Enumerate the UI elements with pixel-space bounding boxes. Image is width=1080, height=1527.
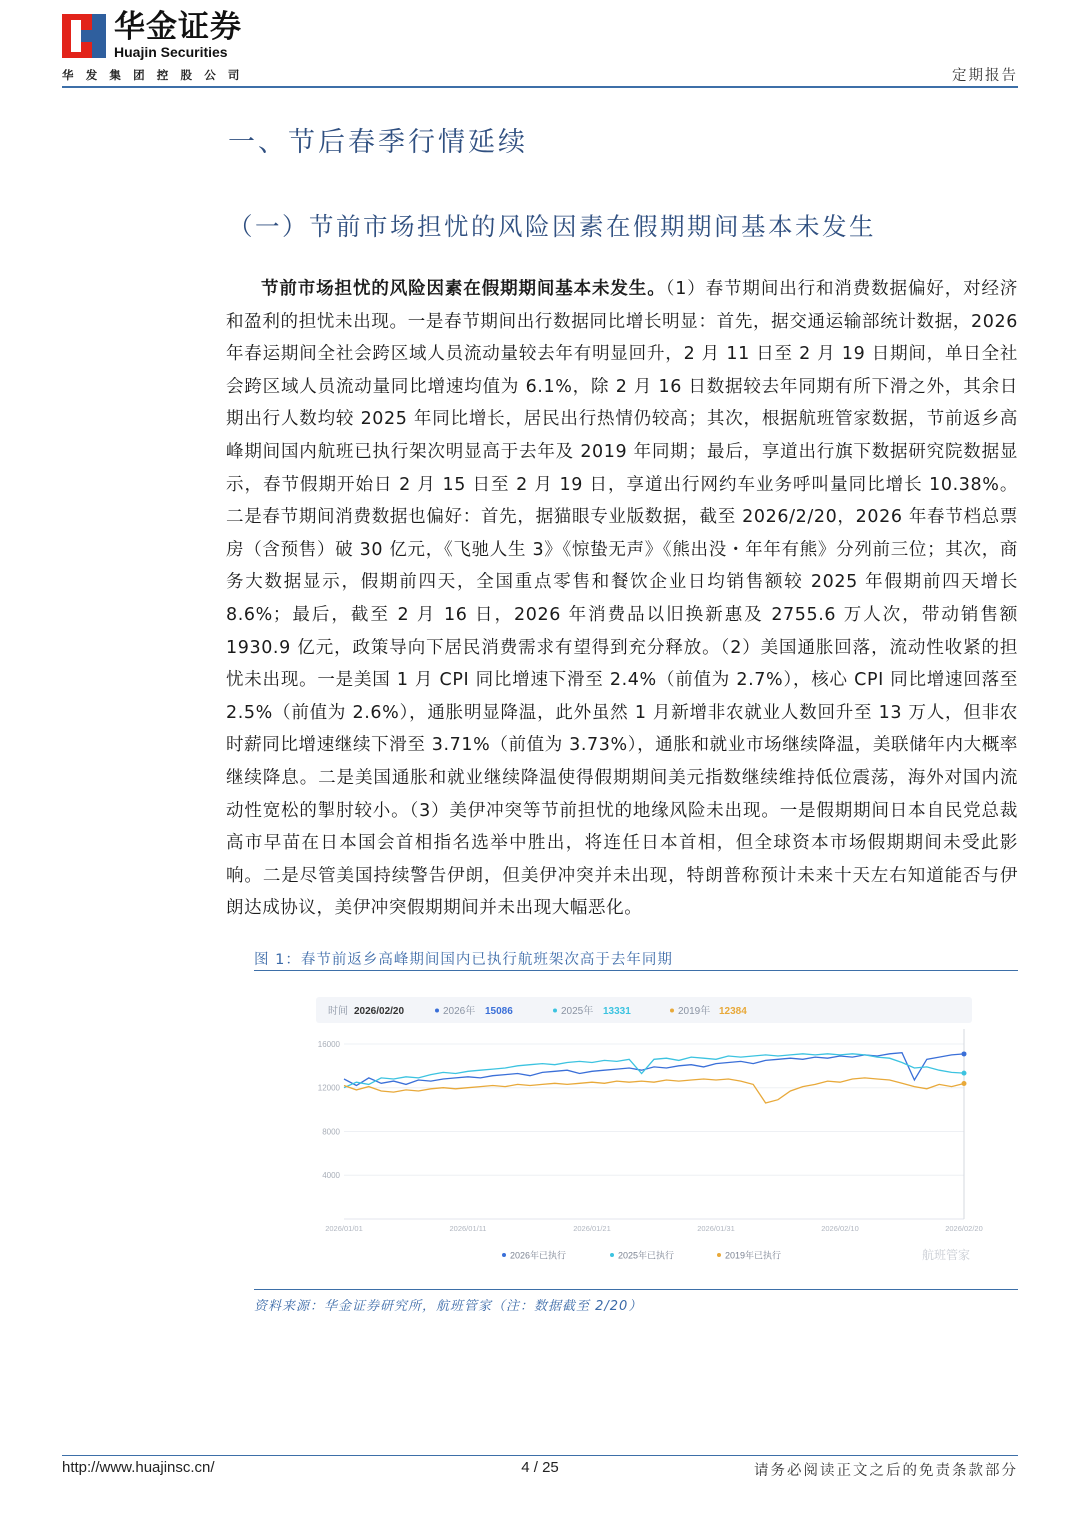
legend-dot-icon (502, 1253, 506, 1257)
tooltip-2026-value: 15086 (485, 1006, 513, 1017)
chart-x-axis (325, 1224, 983, 1233)
tooltip-2019-label: 2019年 (678, 1006, 711, 1017)
section-heading: 一、节后春季行情延续 (228, 127, 528, 158)
tooltip-2019-value: 12384 (719, 1006, 747, 1017)
figure-top-divider (254, 970, 1018, 971)
chart-tooltip-bar (316, 997, 972, 1023)
x-tick-label: 2026/01/21 (573, 1224, 611, 1233)
page-number: 4 / 25 (521, 1459, 559, 1476)
subsection-heading: （一）节前市场担忧的风险因素在假期期间基本未发生 (228, 212, 876, 241)
footer-divider (62, 1455, 1018, 1456)
chart-series-lines (344, 1051, 967, 1103)
series-line-0 (344, 1053, 964, 1086)
legend-dot-icon (717, 1253, 721, 1257)
header-divider (62, 86, 1018, 88)
chart-watermark: 航班管家 (922, 1248, 971, 1262)
x-tick-label: 2026/02/20 (945, 1224, 983, 1233)
figure-source-note: 资料来源：华金证券研究所，航班管家（注：数据截至 2/20） (254, 1299, 643, 1314)
tooltip-2025-value: 13331 (603, 1006, 631, 1017)
body-paragraph (226, 273, 1018, 925)
report-type-label: 定期报告 (952, 68, 1018, 84)
company-logo-icon (62, 14, 106, 58)
x-tick-label: 2026/01/31 (697, 1224, 735, 1233)
chart-legend (502, 1250, 781, 1261)
tooltip-2026-dot-icon (435, 1009, 439, 1013)
x-tick-label: 2026/02/10 (821, 1224, 859, 1233)
tooltip-time-label: 时间 (328, 1006, 348, 1017)
paragraph-lead-sentence: 节前市场担忧的风险因素在假期期间基本未发生。 (261, 279, 666, 299)
disclaimer-note: 请务必阅读正文之后的免责条款部分 (754, 1463, 1018, 1479)
group-affiliation: 华发集团控股公司 (62, 68, 252, 82)
y-tick-label: 8000 (322, 1127, 340, 1137)
footer-website-link[interactable]: http://www.huajinsc.cn/ (62, 1459, 215, 1476)
logo-chinese-name: 华金证券 (114, 9, 242, 45)
y-tick-label: 16000 (317, 1039, 340, 1049)
series-line-2 (344, 1078, 964, 1103)
logo-english-name: Huajin Securities (114, 44, 228, 60)
tooltip-2026-label: 2026年 (443, 1006, 476, 1017)
tooltip-time-value: 2026/02/20 (354, 1006, 405, 1017)
flight-volume-line-chart (292, 983, 984, 1283)
series-end-point-1 (962, 1071, 967, 1076)
x-tick-label: 2026/01/11 (449, 1224, 487, 1233)
legend-label[interactable]: 2026年已执行 (510, 1250, 567, 1261)
tooltip-2025-label: 2025年 (561, 1006, 594, 1017)
figure-bottom-divider (254, 1289, 1018, 1290)
x-tick-label: 2026/01/01 (325, 1224, 363, 1233)
tooltip-2019-dot-icon (670, 1009, 674, 1013)
legend-label[interactable]: 2025年已执行 (618, 1250, 675, 1261)
y-tick-label: 12000 (317, 1083, 340, 1093)
chart-y-axis (318, 1040, 341, 1180)
paragraph-text: （1）春节期间出行和消费数据偏好，对经济和盈利的担忧未出现。一是春节期间出行数据同比增长明显：首先，据交通运输部统计数据，2026 年春运期间全社会跨区域人员流动量较去年有明显回升，2 月 11 日至 2 月 19 日期间，单日全社会跨区域人员流动量同比增速均值为 6.1%，除 2 月 16 日数据较去年同期有所下滑之外，其余日期出行人数均较 2025 年同比增长，居民出行热情仍较高；其次，根据航班管家数据，节前返乡高峰期间国内航班已执行架次明显高于去年及 2019 年同期；最后，享道出行旗下数据研究院数据显示，春节假期开始日 2 月 15 日至 2 月 19 日，享道出行网约车业务呼叫量同比增长 10.38%。二是春节期间消费数据也偏好：首先，据猫眼专业版数据，截至 2026/2/20，2026 年春节档总票房（含预售）破 30 亿元，《飞驰人生 3》《惊蛰无声》《熊出没・年年有熊》分列前三位；其次，商务大数据显示，假期前四天，全国重点零售和餐饮企业日均销售额较 2025 年假期前四天增长 8.6%；最后，截至 2 月 16 日，2026 年消费品以旧换新惠及 2755.6 万人次，带动销售额 1930.9 亿元，政策导向下居民消费需求有望得到充分释放。（2）美国通胀回落，流动性收紧的担忧未出现。一是美国 1 月 CPI 同比增速下滑至 2.4%（前值为 2.7%），核心 CPI 同比增速回落至 2.5%（前值为 2.6%），通胀明显降温，此外虽然 1 月新增非农就业人数回升至 13 万人，但非农时薪同比增速继续下滑至 3.71%（前值为 3.73%），通胀和就业市场继续降温，美联储年内大概率继续降息。二是美国通胀和就业继续降温使得假期期间美元指数继续维持低位震荡，海外对国内流动性宽松的掣肘较小。（3）美伊冲突等节前担忧的地缘风险未出现。一是假期期间日本自民党总裁高市早苗在日本国会首相指名选举中胜出，将连任日本首相，但全球资本市场假期期间未受此影响。二是尽管美国持续警告伊朗，但美伊冲突并未出现，特朗普称预计未来十天左右知道能否与伊朗达成协议，美伊冲突假期期间并未出现大幅恶化。 (226, 279, 1018, 919)
legend-label[interactable]: 2019年已执行 (725, 1250, 782, 1261)
legend-dot-icon (610, 1253, 614, 1257)
tooltip-2025-dot-icon (553, 1009, 557, 1013)
series-end-point-0 (962, 1051, 967, 1056)
y-tick-label: 4000 (322, 1171, 340, 1181)
chart-gridlines (344, 1044, 964, 1219)
figure-title: 图 1：春节前返乡高峰期间国内已执行航班架次高于去年同期 (254, 952, 673, 968)
series-end-point-2 (962, 1081, 967, 1086)
